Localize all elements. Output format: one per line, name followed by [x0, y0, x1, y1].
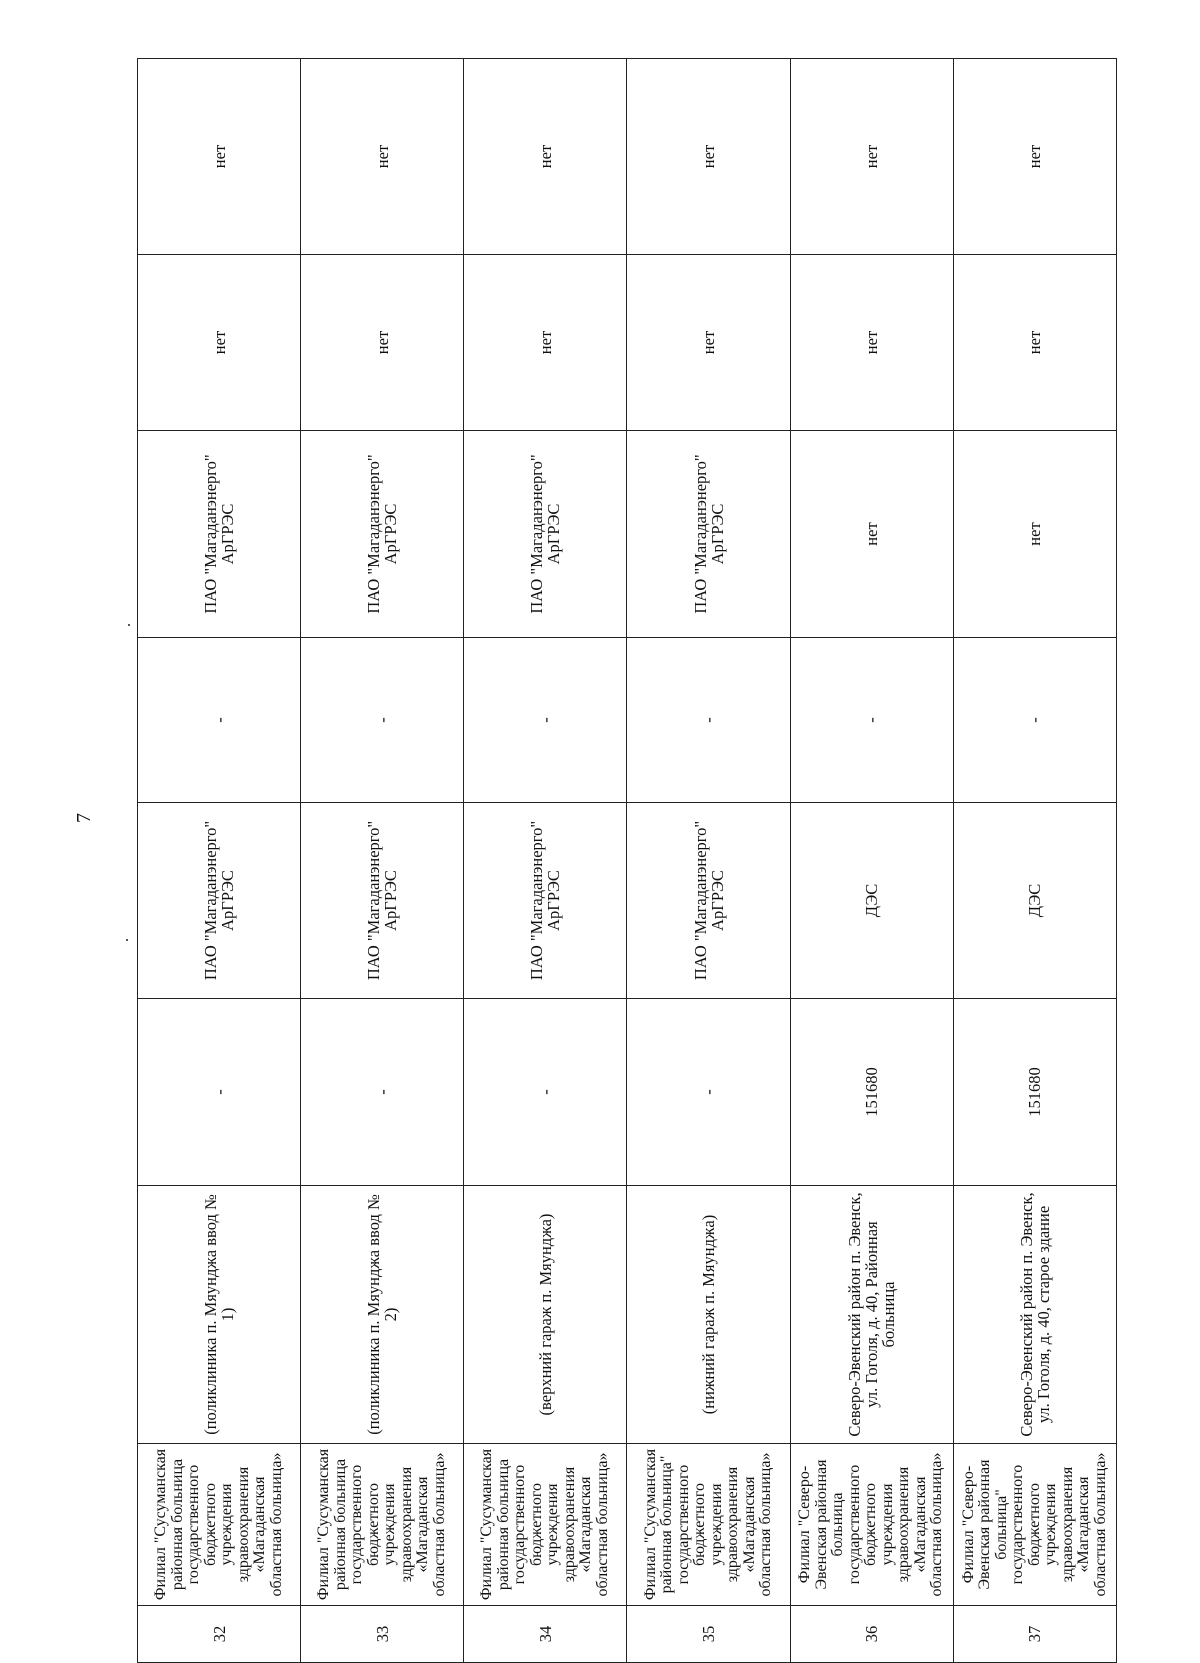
facilities-table: [137, 58, 1117, 1663]
row-number: 33: [301, 1606, 464, 1663]
code-cell: -: [464, 999, 627, 1186]
value-cell: нет: [953, 255, 1116, 431]
network-cell: ПАО "Магаданэнерго" АрГРЭС: [138, 431, 301, 638]
network-cell: ПАО "Магаданэнерго" АрГРЭС: [464, 431, 627, 638]
scan-speck: [126, 939, 128, 941]
code-cell: -: [627, 999, 790, 1186]
organization-cell: Филиал "Северо-Эвенская районная больница государственного бюджетного учреждения здравоохранения «Магаданская областная больница»: [790, 1444, 953, 1606]
dash-cell: -: [627, 638, 790, 803]
scan-speck: [128, 624, 130, 626]
value-cell: нет: [138, 255, 301, 431]
network-cell: ПАО "Магаданэнерго" АрГРЭС: [627, 431, 790, 638]
value-cell: нет: [464, 59, 627, 255]
value-cell: нет: [138, 59, 301, 255]
organization-cell: Филиал "Сусуманская районная больница государственного бюджетного учреждения здравоохранения «Магаданская областная больница»: [138, 1444, 301, 1606]
value-cell: нет: [464, 255, 627, 431]
network-cell: нет: [953, 431, 1116, 638]
value-cell: нет: [627, 255, 790, 431]
table-row: [301, 59, 464, 1663]
address-cell: Северо-Эвенский район п. Эвенск, ул. Гоголя, д. 40, старое здание: [953, 1186, 1116, 1444]
address-cell: (нижний гараж п. Мяунджа): [627, 1186, 790, 1444]
dash-cell: -: [790, 638, 953, 803]
code-cell: -: [301, 999, 464, 1186]
value-cell: нет: [953, 59, 1116, 255]
supplier-cell: ПАО "Магаданэнерго" АрГРЭС: [627, 803, 790, 999]
code-cell: -: [138, 999, 301, 1186]
supplier-cell: ДЭС: [953, 803, 1116, 999]
dash-cell: -: [464, 638, 627, 803]
row-number: 37: [953, 1606, 1116, 1663]
value-cell: нет: [790, 255, 953, 431]
table-row: [138, 59, 301, 1663]
address-cell: (поликлиника п. Мяунджа ввод № 1): [138, 1186, 301, 1444]
row-number: 34: [464, 1606, 627, 1663]
row-number: 35: [627, 1606, 790, 1663]
page-number: 7: [73, 813, 95, 823]
value-cell: нет: [301, 59, 464, 255]
row-number: 32: [138, 1606, 301, 1663]
code-cell: 151680: [790, 999, 953, 1186]
row-number: 36: [790, 1606, 953, 1663]
organization-cell: Филиал "Сусуманская районная больница государственного бюджетного учреждения здравоохранения «Магаданская областная больница»: [301, 1444, 464, 1606]
code-cell: 151680: [953, 999, 1116, 1186]
supplier-cell: ДЭС: [790, 803, 953, 999]
organization-cell: Филиал "Северо-Эвенская районная больница" государственного бюджетного учреждения здравоохранения «Магаданская областная больница»: [953, 1444, 1116, 1606]
network-cell: ПАО "Магаданэнерго" АрГРЭС: [301, 431, 464, 638]
value-cell: нет: [301, 255, 464, 431]
supplier-cell: ПАО "Магаданэнерго" АрГРЭС: [301, 803, 464, 999]
table-row: [790, 59, 953, 1663]
value-cell: нет: [790, 59, 953, 255]
address-cell: Северо-Эвенский район п. Эвенск, ул. Гоголя, д. 40, Районная больница: [790, 1186, 953, 1444]
organization-cell: Филиал "Сусуманская районная больница государственного бюджетного учреждения здравоохранения «Магаданская областная больница»: [464, 1444, 627, 1606]
network-cell: нет: [790, 431, 953, 638]
rotated-table-container: [137, 59, 1117, 1663]
dash-cell: -: [953, 638, 1116, 803]
dash-cell: -: [301, 638, 464, 803]
supplier-cell: ПАО "Магаданэнерго" АрГРЭС: [138, 803, 301, 999]
organization-cell: Филиал "Сусуманская районная больница" государственного бюджетного учреждения здравоохранения «Магаданская областная больница»: [627, 1444, 790, 1606]
address-cell: (верхний гараж п. Мяунджа): [464, 1186, 627, 1444]
dash-cell: -: [138, 638, 301, 803]
supplier-cell: ПАО "Магаданэнерго" АрГРЭС: [464, 803, 627, 999]
address-cell: (поликлиника п. Мяунджа ввод № 2): [301, 1186, 464, 1444]
table-row: [464, 59, 627, 1663]
table-row: [953, 59, 1116, 1663]
value-cell: нет: [627, 59, 790, 255]
table-row: [627, 59, 790, 1663]
